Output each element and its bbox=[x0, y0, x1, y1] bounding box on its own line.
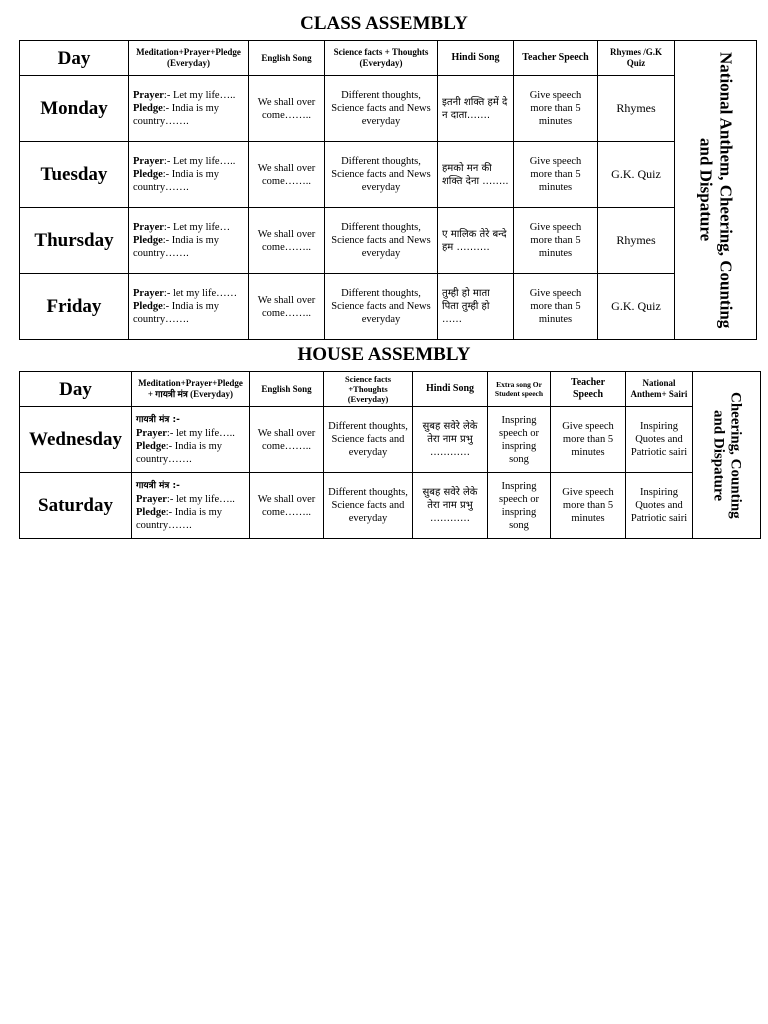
prayer-label: Prayer bbox=[133, 288, 164, 299]
prayer-pledge-cell bbox=[129, 76, 249, 142]
house-assembly-table bbox=[19, 371, 761, 539]
pledge-text: :- India is my country……. bbox=[133, 235, 220, 259]
house-assembly-title: HOUSE ASSEMBLY bbox=[297, 344, 471, 365]
prayer-label: Prayer bbox=[133, 222, 164, 233]
pledge-label: Pledge bbox=[133, 301, 163, 312]
english-song-cell: We shall over come…….. bbox=[249, 142, 325, 208]
prayer-label: Prayer bbox=[133, 90, 164, 101]
table-row bbox=[20, 142, 757, 208]
extra-song-cell: Inspring speech or inspring song bbox=[488, 473, 551, 539]
science-cell: Different thoughts, Science facts and everyday bbox=[324, 407, 413, 473]
pledge-label: Pledge bbox=[133, 103, 163, 114]
prayer-pledge-cell bbox=[132, 473, 250, 539]
side-note-text: Cheering, Counting and Dispature bbox=[710, 391, 744, 519]
header-day: Day bbox=[20, 372, 132, 407]
header-hindi-song: Hindi Song bbox=[413, 372, 488, 407]
mantra-label: गायत्री मंत्र :- bbox=[136, 481, 180, 491]
teacher-speech-cell: Give speech more than 5 minutes bbox=[551, 407, 626, 473]
english-song-cell: We shall over come…….. bbox=[250, 473, 324, 539]
day-cell: Thursday bbox=[20, 208, 129, 274]
teacher-speech-cell: Give speech more than 5 minutes bbox=[514, 208, 598, 274]
table-row bbox=[20, 274, 757, 340]
science-cell: Different thoughts, Science facts and everyday bbox=[324, 473, 413, 539]
national-anthem-cell: Inspiring Quotes and Patriotic sairi bbox=[626, 473, 693, 539]
day-cell: Monday bbox=[20, 76, 129, 142]
hindi-song-cell: ए मालिक तेरे बन्दे हम ………. bbox=[438, 208, 514, 274]
pledge-label: Pledge bbox=[133, 235, 163, 246]
day-cell: Wednesday bbox=[20, 407, 132, 473]
prayer-text: :- let my life….. bbox=[166, 428, 235, 439]
hindi-song-cell: सुबह सवेरे लेके तेरा नाम प्रभु ………… bbox=[413, 407, 488, 473]
side-note bbox=[675, 41, 757, 340]
header-day: Day bbox=[20, 41, 129, 76]
rhymes-cell: Rhymes bbox=[598, 76, 675, 142]
header-science: Science facts + Thoughts (Everyday) bbox=[325, 41, 438, 76]
hindi-song-cell: तुम्ही हो माता पिता तुम्ही हो …… bbox=[438, 274, 514, 340]
prayer-pledge-cell bbox=[129, 274, 249, 340]
table-row bbox=[20, 473, 761, 539]
english-song-cell: We shall over come…….. bbox=[249, 274, 325, 340]
table-row bbox=[20, 208, 757, 274]
prayer-pledge-cell bbox=[129, 208, 249, 274]
prayer-label: Prayer bbox=[133, 156, 164, 167]
prayer-text: :- let my life….. bbox=[166, 494, 235, 505]
pledge-label: Pledge bbox=[136, 507, 166, 518]
prayer-label: Prayer bbox=[136, 428, 167, 439]
day-cell: Friday bbox=[20, 274, 129, 340]
teacher-speech-cell: Give speech more than 5 minutes bbox=[551, 473, 626, 539]
header-hindi-song: Hindi Song bbox=[438, 41, 514, 76]
english-song-cell: We shall over come…….. bbox=[249, 76, 325, 142]
english-song-cell: We shall over come…….. bbox=[250, 407, 324, 473]
hindi-song-cell: इतनी शक्ति हमें दे न दाता……. bbox=[438, 76, 514, 142]
pledge-text: :- India is my country……. bbox=[133, 103, 220, 127]
prayer-text: :- Let my life… bbox=[163, 222, 231, 233]
science-cell: Different thoughts, Science facts and News everyday bbox=[325, 274, 438, 340]
rhymes-cell: Rhymes bbox=[598, 208, 675, 274]
teacher-speech-cell: Give speech more than 5 minutes bbox=[514, 274, 598, 340]
header-teacher-speech: Teacher Speech bbox=[514, 41, 598, 76]
prayer-text: :- Let my life….. bbox=[163, 156, 236, 167]
hindi-song-cell: सुबह सवेरे लेके तेरा नाम प्रभु ………… bbox=[413, 473, 488, 539]
header-rhymes: Rhymes /G.K Quiz bbox=[598, 41, 675, 76]
header-english-song: English Song bbox=[249, 41, 325, 76]
science-cell: Different thoughts, Science facts and News everyday bbox=[325, 208, 438, 274]
national-anthem-cell: Inspiring Quotes and Patriotic sairi bbox=[626, 407, 693, 473]
pledge-text: :- India is my country……. bbox=[136, 507, 223, 531]
pledge-label: Pledge bbox=[133, 169, 163, 180]
header-english-song: English Song bbox=[250, 372, 324, 407]
pledge-text: :- India is my country……. bbox=[133, 169, 220, 193]
prayer-text: :- Let my life….. bbox=[163, 90, 236, 101]
class-assembly-table bbox=[19, 40, 757, 340]
class-assembly-title: CLASS ASSEMBLY bbox=[300, 13, 468, 34]
pledge-label: Pledge bbox=[136, 441, 166, 452]
side-note-text: National Anthem, Cheering, Counting and Dispature bbox=[696, 51, 736, 329]
day-cell: Saturday bbox=[20, 473, 132, 539]
pledge-text: :- India is my country……. bbox=[136, 441, 223, 465]
prayer-pledge-cell bbox=[129, 142, 249, 208]
rhymes-cell: G.K. Quiz bbox=[598, 274, 675, 340]
header-extra-song: Extra song Or Student speech bbox=[488, 372, 551, 407]
teacher-speech-cell: Give speech more than 5 minutes bbox=[514, 76, 598, 142]
header-national-anthem: National Anthem+ Sairi bbox=[626, 372, 693, 407]
science-cell: Different thoughts, Science facts and News everyday bbox=[325, 76, 438, 142]
rhymes-cell: G.K. Quiz bbox=[598, 142, 675, 208]
side-note bbox=[693, 372, 761, 539]
science-cell: Different thoughts, Science facts and News everyday bbox=[325, 142, 438, 208]
hindi-song-cell: हमको मन की शक्ति देना …….. bbox=[438, 142, 514, 208]
header-teacher-speech: Teacher Speech bbox=[551, 372, 626, 407]
prayer-pledge-cell bbox=[132, 407, 250, 473]
mantra-label: गायत्री मंत्र :- bbox=[136, 415, 180, 425]
header-meditation: Meditation+Prayer+Pledge (Everyday) bbox=[129, 41, 249, 76]
prayer-text: :- let my life…… bbox=[163, 288, 238, 299]
header-science: Science facts +Thoughts (Everyday) bbox=[324, 372, 413, 407]
table-row bbox=[20, 76, 757, 142]
day-cell: Tuesday bbox=[20, 142, 129, 208]
teacher-speech-cell: Give speech more than 5 minutes bbox=[514, 142, 598, 208]
english-song-cell: We shall over come…….. bbox=[249, 208, 325, 274]
extra-song-cell: Inspring speech or inspring song bbox=[488, 407, 551, 473]
prayer-label: Prayer bbox=[136, 494, 167, 505]
header-meditation: Meditation+Prayer+Pledge + गायत्री मंत्र (Everyday) bbox=[132, 372, 250, 407]
table-row bbox=[20, 407, 761, 473]
pledge-text: :- India is my country……. bbox=[133, 301, 220, 325]
